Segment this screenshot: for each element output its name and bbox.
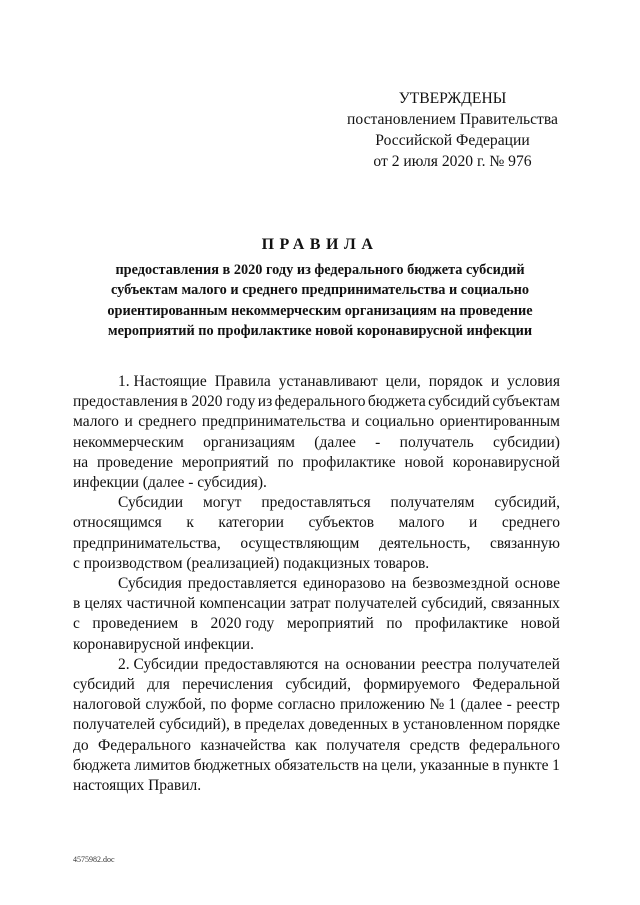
word: в <box>73 595 81 613</box>
word: основании <box>345 655 416 673</box>
word: получатель <box>399 433 474 451</box>
text-line <box>73 493 560 513</box>
word: Федерального <box>97 736 191 754</box>
word: мероприятий <box>286 615 374 633</box>
word: установленном <box>403 716 504 734</box>
word: для <box>147 676 170 694</box>
subtitle-line: мероприятий по профилактике новой коронавирусной инфекции <box>107 322 533 339</box>
approval-line: постановлением Правительства <box>347 111 558 128</box>
word: федерального <box>274 393 366 411</box>
word: формируемого <box>363 676 461 694</box>
word: малого <box>73 413 119 431</box>
word: по <box>386 615 403 633</box>
word: получателей <box>73 716 156 734</box>
word: затрат <box>290 595 331 613</box>
word: некоммерческим <box>73 433 184 451</box>
word: Правила <box>214 373 271 390</box>
word: получателей <box>477 655 560 673</box>
approval-date-number: от 2 июля 2020 г. № 976 <box>373 153 532 170</box>
word: реестра <box>421 655 472 673</box>
word: реестр <box>516 696 560 714</box>
word: на <box>324 655 340 673</box>
word: предоставляются <box>204 655 319 673</box>
text-line <box>73 695 560 715</box>
word: средств <box>409 736 460 754</box>
paragraph-4 <box>73 655 560 796</box>
word: обязательств <box>274 756 359 774</box>
text-line <box>73 534 560 554</box>
word: основе <box>514 575 560 593</box>
word: по <box>277 453 294 471</box>
word: профилактике <box>414 615 509 633</box>
word: проведением <box>92 615 179 633</box>
word: получателей <box>334 595 417 613</box>
text-line <box>73 433 560 453</box>
text-line <box>73 372 560 392</box>
word: пункте <box>503 756 549 774</box>
text-line <box>73 453 560 473</box>
word: новой <box>520 615 560 633</box>
word: и <box>469 514 478 532</box>
word: и <box>124 413 133 431</box>
word: согласно <box>277 696 336 714</box>
word: 1 <box>552 756 560 774</box>
word: субсидий, <box>285 676 351 694</box>
word: осуществляющим <box>240 534 360 552</box>
word: могут <box>202 494 242 512</box>
subtitle-line: ориентированным некоммерческим организациям на проведение <box>107 302 533 319</box>
paragraph-3 <box>73 574 560 655</box>
word: форме <box>231 696 274 714</box>
word: службой, <box>145 696 206 714</box>
word: связанную <box>489 534 560 552</box>
text-line <box>73 574 560 594</box>
word: малого <box>398 514 445 532</box>
word: среднего <box>501 514 560 532</box>
word: единоразово <box>302 575 386 593</box>
word: до <box>73 736 89 754</box>
word: из <box>257 393 273 411</box>
text-line <box>73 675 560 695</box>
word: безвозмездной <box>412 575 509 593</box>
subtitle-line: субъектам малого и среднего предпринимательства и социально <box>110 282 530 299</box>
word: цели, <box>381 756 417 774</box>
word: ориентированным <box>439 413 560 431</box>
word: субсидий, <box>494 494 560 512</box>
text-line <box>73 756 560 776</box>
word: получателя <box>326 736 401 754</box>
word: бюджета <box>367 393 426 411</box>
word: № 1 <box>429 696 456 714</box>
word: субсидий), <box>159 716 230 734</box>
word: субсидий <box>428 393 490 411</box>
subtitle-line: предоставления в 2020 году из федерального бюджета субсидий <box>115 262 525 278</box>
word: предоставления <box>73 393 178 411</box>
file-name-footer: 4575982.doc <box>73 855 115 864</box>
approval-line: Российской Федерации <box>375 132 530 149</box>
text-line <box>73 392 560 412</box>
word: организациям <box>203 433 295 451</box>
word: Субсидия <box>118 575 182 593</box>
text-line <box>73 513 560 533</box>
word: Федеральной <box>472 676 560 694</box>
text-line: с производством (реализацией) подакцизных товаров. <box>73 554 430 572</box>
text-line: коронавирусной инфекции. <box>73 635 254 653</box>
word: на <box>391 575 407 593</box>
word: субсидии) <box>493 433 560 451</box>
word: федерального <box>469 736 560 754</box>
word: цели, <box>385 373 421 390</box>
text-line: инфекции (далее - субсидия). <box>73 474 267 492</box>
word: среднего <box>138 413 197 431</box>
word: 2020 году <box>210 615 275 633</box>
word: (далее <box>314 433 356 451</box>
word: по <box>210 696 227 714</box>
approval-stamp <box>330 88 575 172</box>
text-line <box>73 614 560 634</box>
word: казначейства <box>200 736 286 754</box>
word: лимитов <box>134 756 191 774</box>
document-subtitle <box>80 260 560 341</box>
word: субсидий <box>73 676 135 694</box>
word: устанавливают <box>278 373 378 390</box>
word: в 2020 году <box>180 393 256 411</box>
approval-heading: УТВЕРЖДЕНЫ <box>398 90 507 107</box>
word: предпринимательства <box>201 413 346 431</box>
word: субъектов <box>308 514 375 532</box>
word: бюджетных <box>193 756 271 774</box>
word: субсидий, <box>421 595 487 613</box>
document-body <box>73 372 560 796</box>
word: коронавирусной <box>452 453 560 471</box>
word: на <box>73 453 89 471</box>
word: 1. Настоящие <box>118 373 207 390</box>
word: в <box>233 716 242 734</box>
word: новой <box>404 453 444 471</box>
text-line <box>73 715 560 735</box>
word: предпринимательства, <box>73 534 221 552</box>
word: условия <box>507 373 560 390</box>
word: к <box>186 514 194 532</box>
word: пределах <box>245 716 305 734</box>
word: проведение <box>97 453 173 471</box>
word: социально <box>365 413 435 431</box>
word: указанные <box>419 756 489 774</box>
word: и <box>490 373 500 390</box>
word: с <box>73 615 80 633</box>
text-line: настоящих Правил. <box>73 777 202 795</box>
word: перечисления <box>182 676 273 694</box>
text-line <box>73 736 560 756</box>
word: субъектам <box>492 393 560 411</box>
word: компенсации <box>199 595 286 613</box>
word: мероприятий <box>181 453 269 471</box>
word: как <box>295 736 317 754</box>
word: Субсидии <box>118 494 184 512</box>
word: получателям <box>390 494 475 512</box>
word: порядке <box>507 716 560 734</box>
word: целях <box>84 595 123 613</box>
word: и <box>351 413 360 431</box>
word: бюджета <box>73 756 131 774</box>
word: доведенных <box>308 716 388 734</box>
word: 2. Субсидии <box>118 655 199 673</box>
word: порядок <box>428 373 483 390</box>
word: предоставляться <box>261 494 371 512</box>
word: - <box>375 433 381 451</box>
word: частичной <box>126 595 196 613</box>
text-line <box>73 412 560 432</box>
text-line <box>73 594 560 614</box>
word: в <box>492 756 500 774</box>
word: на <box>362 756 378 774</box>
paragraph-1 <box>73 372 560 493</box>
word: приложению <box>339 696 425 714</box>
word: относящимся <box>73 514 162 532</box>
word: - <box>506 696 512 714</box>
word: связанных <box>491 595 560 613</box>
word: (далее <box>460 696 503 714</box>
word: в <box>391 716 400 734</box>
text-line <box>73 655 560 675</box>
word: предоставляется <box>187 575 298 593</box>
word: профилактике <box>302 453 396 471</box>
paragraph-2 <box>73 493 560 574</box>
word: категории <box>218 514 284 532</box>
word: деятельность, <box>378 534 471 552</box>
word: налоговой <box>73 696 141 714</box>
document-title: ПРАВИЛА <box>261 236 379 253</box>
word: в <box>190 615 198 633</box>
